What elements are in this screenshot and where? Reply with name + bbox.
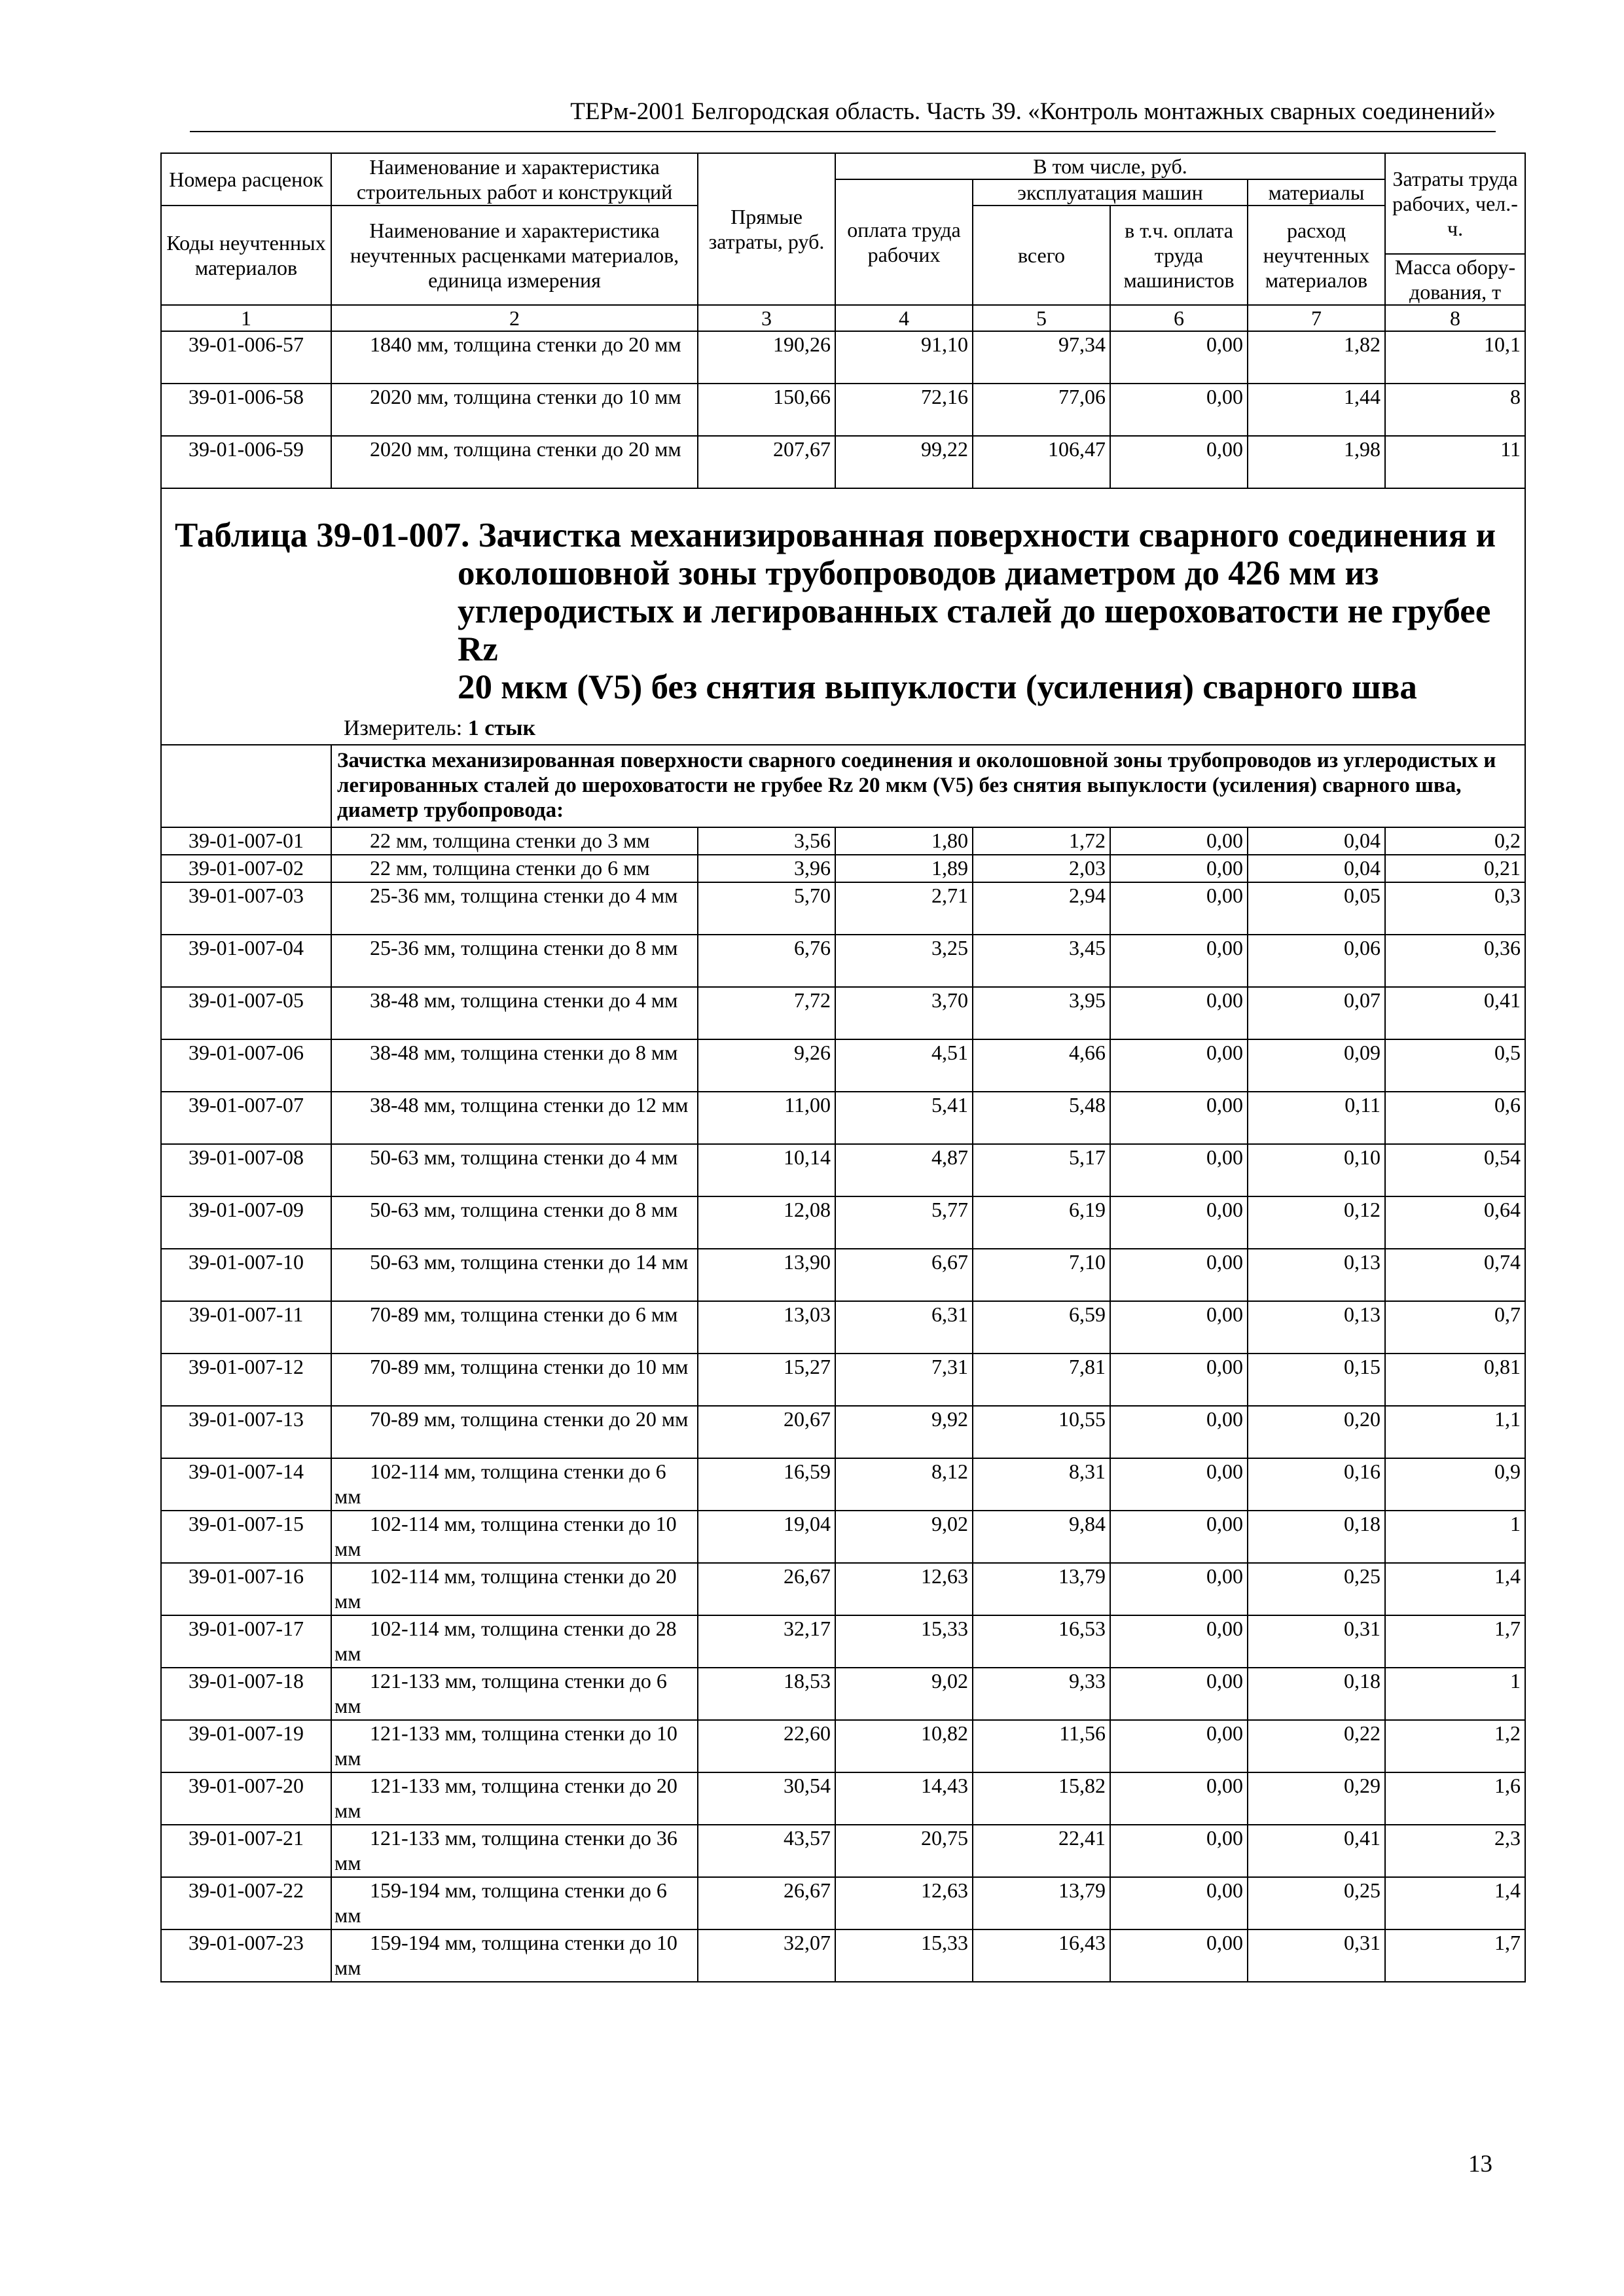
rate-code: 39-01-007-04: [161, 935, 331, 987]
rate-code: 39-01-007-07: [161, 1092, 331, 1144]
rate-name: 102-114 мм, толщина стенки до 6 мм: [331, 1458, 698, 1511]
machinist-pay-value: 0,00: [1110, 1825, 1248, 1877]
table-row: [161, 1196, 1525, 1249]
header-rate-numbers: Номера расценок: [161, 153, 331, 206]
table-row: [161, 1511, 1525, 1563]
machinist-pay-value: 0,00: [1110, 1877, 1248, 1929]
direct-costs-value: 13,90: [698, 1249, 835, 1301]
machine-total-value: 6,19: [973, 1196, 1110, 1249]
header-including: В том числе, руб.: [835, 153, 1385, 179]
labor-pay-value: 8,12: [835, 1458, 973, 1511]
machinist-pay-value: 0,00: [1110, 855, 1248, 882]
rate-name: 102-114 мм, толщина стенки до 20 мм: [331, 1563, 698, 1615]
table-row: [161, 1354, 1525, 1406]
rate-code: 39-01-007-15: [161, 1511, 331, 1563]
rate-code: 39-01-007-19: [161, 1720, 331, 1772]
meter-line: [162, 706, 1525, 744]
machinist-pay-value: 0,00: [1110, 1929, 1248, 1982]
labor-pay-value: 4,51: [835, 1039, 973, 1092]
equipment-mass-value: 1: [1385, 1511, 1525, 1563]
header-machine-operation: эксплуатация машин: [973, 179, 1248, 206]
labor-pay-value: 15,33: [835, 1929, 973, 1982]
equipment-mass-value: 0,81: [1385, 1354, 1525, 1406]
labor-costs-value: 0,16: [1248, 1458, 1385, 1511]
table-title-block: [161, 488, 1525, 745]
labor-costs-value: 0,41: [1248, 1825, 1385, 1877]
machine-total-value: 106,47: [973, 436, 1110, 488]
rate-name: 70-89 мм, толщина стенки до 6 мм: [331, 1301, 698, 1354]
table-row: [161, 1039, 1525, 1092]
rate-code: 39-01-007-11: [161, 1301, 331, 1354]
direct-costs-value: 3,56: [698, 827, 835, 855]
labor-costs-value: 0,31: [1248, 1615, 1385, 1668]
table-row: [161, 987, 1525, 1039]
section-title-row: [161, 745, 1525, 827]
table-row: [161, 882, 1525, 935]
running-header: ТЕРм-2001 Белгородская область. Часть 39. «Контроль монтажных сварных соединений»: [190, 96, 1496, 132]
rate-code: 39-01-007-05: [161, 987, 331, 1039]
column-number: 5: [973, 305, 1110, 331]
table-row: [161, 1929, 1525, 1982]
labor-costs-value: 0,12: [1248, 1196, 1385, 1249]
rate-name: 121-133 мм, толщина стенки до 6 мм: [331, 1668, 698, 1720]
labor-costs-value: 0,10: [1248, 1144, 1385, 1196]
header-material-name: Наименование и характеристика неучтенных расценками материалов, единица измерения: [331, 206, 698, 305]
equipment-mass-value: 0,64: [1385, 1196, 1525, 1249]
table-row: [161, 1144, 1525, 1196]
table-row: [161, 855, 1525, 882]
labor-pay-value: 72,16: [835, 384, 973, 436]
machinist-pay-value: 0,00: [1110, 1563, 1248, 1615]
direct-costs-value: 12,08: [698, 1196, 835, 1249]
machinist-pay-value: 0,00: [1110, 1144, 1248, 1196]
equipment-mass-value: 1,7: [1385, 1615, 1525, 1668]
table-row: [161, 935, 1525, 987]
machinist-pay-value: 0,00: [1110, 1249, 1248, 1301]
header-materials: материалы: [1248, 179, 1385, 206]
labor-pay-value: 1,80: [835, 827, 973, 855]
direct-costs-value: 22,60: [698, 1720, 835, 1772]
rate-code: 39-01-006-58: [161, 384, 331, 436]
table-title-line: 20 мкм (V5) без снятия выпуклости (усиления) сварного шва: [458, 668, 1417, 706]
labor-pay-value: 3,25: [835, 935, 973, 987]
machine-total-value: 8,31: [973, 1458, 1110, 1511]
machine-total-value: 13,79: [973, 1877, 1110, 1929]
labor-costs-value: 0,25: [1248, 1563, 1385, 1615]
equipment-mass-value: 10,1: [1385, 331, 1525, 384]
machine-total-value: 16,43: [973, 1929, 1110, 1982]
table-row: [161, 1720, 1525, 1772]
direct-costs-value: 26,67: [698, 1877, 835, 1929]
header-total: всего: [973, 206, 1110, 305]
rate-name: 121-133 мм, толщина стенки до 20 мм: [331, 1772, 698, 1825]
rate-code: 39-01-007-17: [161, 1615, 331, 1668]
rate-name: 2020 мм, толщина стенки до 20 мм: [331, 436, 698, 488]
meter-label: Измеритель:: [344, 716, 463, 740]
column-number: 2: [331, 305, 698, 331]
rate-name: 50-63 мм, толщина стенки до 4 мм: [331, 1144, 698, 1196]
direct-costs-value: 9,26: [698, 1039, 835, 1092]
equipment-mass-value: 0,74: [1385, 1249, 1525, 1301]
meter-value: 1 стык: [467, 716, 536, 740]
direct-costs-value: 19,04: [698, 1511, 835, 1563]
machine-total-value: 16,53: [973, 1615, 1110, 1668]
direct-costs-value: 6,76: [698, 935, 835, 987]
header-material-codes: Коды неучтенных материалов: [161, 206, 331, 305]
rate-code: 39-01-007-03: [161, 882, 331, 935]
direct-costs-value: 7,72: [698, 987, 835, 1039]
header-unaccounted-materials: расход неучтенных материалов: [1248, 206, 1385, 305]
direct-costs-value: 15,27: [698, 1354, 835, 1406]
machine-total-value: 2,03: [973, 855, 1110, 882]
equipment-mass-value: 1,2: [1385, 1720, 1525, 1772]
rate-code: 39-01-007-12: [161, 1354, 331, 1406]
machine-total-value: 11,56: [973, 1720, 1110, 1772]
machinist-pay-value: 0,00: [1110, 1720, 1248, 1772]
machinist-pay-value: 0,00: [1110, 1668, 1248, 1720]
machinist-pay-value: 0,00: [1110, 384, 1248, 436]
machinist-pay-value: 0,00: [1110, 1301, 1248, 1354]
equipment-mass-value: 0,5: [1385, 1039, 1525, 1092]
rate-code: 39-01-007-10: [161, 1249, 331, 1301]
labor-costs-value: 0,06: [1248, 935, 1385, 987]
rate-code: 39-01-007-09: [161, 1196, 331, 1249]
machine-total-value: 13,79: [973, 1563, 1110, 1615]
column-number: 3: [698, 305, 835, 331]
rate-code: 39-01-007-08: [161, 1144, 331, 1196]
labor-costs-value: 0,22: [1248, 1720, 1385, 1772]
labor-costs-value: 0,20: [1248, 1406, 1385, 1458]
equipment-mass-value: 0,6: [1385, 1092, 1525, 1144]
equipment-mass-value: 0,54: [1385, 1144, 1525, 1196]
rate-code: 39-01-007-21: [161, 1825, 331, 1877]
labor-costs-value: 0,04: [1248, 827, 1385, 855]
rate-code: 39-01-007-14: [161, 1458, 331, 1511]
labor-pay-value: 5,77: [835, 1196, 973, 1249]
equipment-mass-value: 8: [1385, 384, 1525, 436]
labor-costs-value: 0,04: [1248, 855, 1385, 882]
table-row: [161, 1406, 1525, 1458]
rate-name: 159-194 мм, толщина стенки до 10 мм: [331, 1929, 698, 1982]
rate-code: 39-01-007-01: [161, 827, 331, 855]
machinist-pay-value: 0,00: [1110, 1354, 1248, 1406]
equipment-mass-value: 1: [1385, 1668, 1525, 1720]
labor-costs-value: 0,13: [1248, 1301, 1385, 1354]
machinist-pay-value: 0,00: [1110, 882, 1248, 935]
rate-name: 38-48 мм, толщина стенки до 8 мм: [331, 1039, 698, 1092]
rate-name: 70-89 мм, толщина стенки до 20 мм: [331, 1406, 698, 1458]
rate-name: 50-63 мм, толщина стенки до 14 мм: [331, 1249, 698, 1301]
direct-costs-value: 5,70: [698, 882, 835, 935]
rate-name: 70-89 мм, толщина стенки до 10 мм: [331, 1354, 698, 1406]
rate-name: 25-36 мм, толщина стенки до 8 мм: [331, 935, 698, 987]
labor-costs-value: 0,18: [1248, 1668, 1385, 1720]
direct-costs-value: 190,26: [698, 331, 835, 384]
column-number: 1: [161, 305, 331, 331]
machine-total-value: 5,48: [973, 1092, 1110, 1144]
section-title: Зачистка механизированная поверхности сварного соединения и околошовной зоны трубопроводов из углеродистых и легированных сталей до шероховатости не грубее Rz 20 мкм (V5) без снятия выпуклости (усиления) сварного шва, диаметр трубопровода:: [331, 745, 1525, 827]
equipment-mass-value: 0,7: [1385, 1301, 1525, 1354]
labor-costs-value: 0,07: [1248, 987, 1385, 1039]
machine-total-value: 7,10: [973, 1249, 1110, 1301]
machinist-pay-value: 0,00: [1110, 987, 1248, 1039]
direct-costs-value: 3,96: [698, 855, 835, 882]
machinist-pay-value: 0,00: [1110, 827, 1248, 855]
direct-costs-value: 13,03: [698, 1301, 835, 1354]
labor-pay-value: 6,67: [835, 1249, 973, 1301]
direct-costs-value: 26,67: [698, 1563, 835, 1615]
machinist-pay-value: 0,00: [1110, 1039, 1248, 1092]
labor-pay-value: 3,70: [835, 987, 973, 1039]
equipment-mass-value: 0,36: [1385, 935, 1525, 987]
labor-pay-value: 12,63: [835, 1877, 973, 1929]
machinist-pay-value: 0,00: [1110, 1772, 1248, 1825]
labor-pay-value: 91,10: [835, 331, 973, 384]
labor-pay-value: 9,02: [835, 1668, 973, 1720]
rate-name: 102-114 мм, толщина стенки до 10 мм: [331, 1511, 698, 1563]
direct-costs-value: 207,67: [698, 436, 835, 488]
direct-costs-value: 16,59: [698, 1458, 835, 1511]
rate-name: 38-48 мм, толщина стенки до 4 мм: [331, 987, 698, 1039]
direct-costs-value: 150,66: [698, 384, 835, 436]
labor-costs-value: 0,25: [1248, 1877, 1385, 1929]
labor-costs-value: 1,44: [1248, 384, 1385, 436]
table-title-line: Таблица 39-01-007. Зачистка механизированная поверхности сварного соединения и: [175, 516, 1496, 554]
header-labor-costs: Затраты труда рабочих, чел.-ч.: [1385, 153, 1525, 254]
equipment-mass-value: 0,2: [1385, 827, 1525, 855]
rates-table: [160, 152, 1526, 1982]
rate-code: 39-01-006-59: [161, 436, 331, 488]
machine-total-value: 7,81: [973, 1354, 1110, 1406]
column-numbers-row: [161, 305, 1525, 331]
rate-name: 22 мм, толщина стенки до 6 мм: [331, 855, 698, 882]
machinist-pay-value: 0,00: [1110, 331, 1248, 384]
labor-costs-value: 0,13: [1248, 1249, 1385, 1301]
table-row: [161, 1301, 1525, 1354]
labor-costs-value: 0,29: [1248, 1772, 1385, 1825]
table-title-row: [161, 488, 1525, 745]
labor-costs-value: 0,09: [1248, 1039, 1385, 1092]
rate-code: 39-01-006-57: [161, 331, 331, 384]
machine-total-value: 97,34: [973, 331, 1110, 384]
table-row: [161, 436, 1525, 488]
labor-costs-value: 0,15: [1248, 1354, 1385, 1406]
rate-name: 1840 мм, толщина стенки до 20 мм: [331, 331, 698, 384]
equipment-mass-value: 1,4: [1385, 1877, 1525, 1929]
rate-code: 39-01-007-02: [161, 855, 331, 882]
labor-pay-value: 9,02: [835, 1511, 973, 1563]
labor-pay-value: 9,92: [835, 1406, 973, 1458]
machine-total-value: 5,17: [973, 1144, 1110, 1196]
rate-code: 39-01-007-06: [161, 1039, 331, 1092]
column-number: 6: [1110, 305, 1248, 331]
labor-costs-value: 0,31: [1248, 1929, 1385, 1982]
header-labor-pay: оплата труда рабочих: [835, 179, 973, 305]
equipment-mass-value: 1,4: [1385, 1563, 1525, 1615]
equipment-mass-value: 11: [1385, 436, 1525, 488]
direct-costs-value: 10,14: [698, 1144, 835, 1196]
rate-name: 50-63 мм, толщина стенки до 8 мм: [331, 1196, 698, 1249]
machine-total-value: 6,59: [973, 1301, 1110, 1354]
rate-code: 39-01-007-22: [161, 1877, 331, 1929]
header-work-name: Наименование и характеристика строительных работ и конструкций: [331, 153, 698, 206]
direct-costs-value: 11,00: [698, 1092, 835, 1144]
table-row: [161, 1092, 1525, 1144]
labor-pay-value: 5,41: [835, 1092, 973, 1144]
rate-name: 2020 мм, толщина стенки до 10 мм: [331, 384, 698, 436]
labor-pay-value: 12,63: [835, 1563, 973, 1615]
table-row: [161, 384, 1525, 436]
direct-costs-value: 20,67: [698, 1406, 835, 1458]
equipment-mass-value: 0,41: [1385, 987, 1525, 1039]
equipment-mass-value: 0,9: [1385, 1458, 1525, 1511]
rate-name: 25-36 мм, толщина стенки до 4 мм: [331, 882, 698, 935]
direct-costs-value: 30,54: [698, 1772, 835, 1825]
rate-code: 39-01-007-23: [161, 1929, 331, 1982]
equipment-mass-value: 1,6: [1385, 1772, 1525, 1825]
header-equipment-mass: Масса обору-дования, т: [1385, 254, 1525, 305]
labor-pay-value: 15,33: [835, 1615, 973, 1668]
machinist-pay-value: 0,00: [1110, 1615, 1248, 1668]
direct-costs-value: 32,07: [698, 1929, 835, 1982]
machine-total-value: 3,45: [973, 935, 1110, 987]
rate-name: 121-133 мм, толщина стенки до 10 мм: [331, 1720, 698, 1772]
table-row: [161, 1825, 1525, 1877]
table-row: [161, 1458, 1525, 1511]
table-row: [161, 1249, 1525, 1301]
column-number: 8: [1385, 305, 1525, 331]
rate-name: 159-194 мм, толщина стенки до 6 мм: [331, 1877, 698, 1929]
header-direct-costs: Прямые затраты, руб.: [698, 153, 835, 305]
table-row: [161, 1772, 1525, 1825]
machine-total-value: 3,95: [973, 987, 1110, 1039]
machinist-pay-value: 0,00: [1110, 1092, 1248, 1144]
machine-total-value: 15,82: [973, 1772, 1110, 1825]
labor-costs-value: 1,82: [1248, 331, 1385, 384]
section-code-cell: [161, 745, 331, 827]
labor-pay-value: 10,82: [835, 1720, 973, 1772]
equipment-mass-value: 0,21: [1385, 855, 1525, 882]
labor-pay-value: 14,43: [835, 1772, 973, 1825]
rate-name: 121-133 мм, толщина стенки до 36 мм: [331, 1825, 698, 1877]
machine-total-value: 9,84: [973, 1511, 1110, 1563]
rate-code: 39-01-007-18: [161, 1668, 331, 1720]
rate-name: 102-114 мм, толщина стенки до 28 мм: [331, 1615, 698, 1668]
table-row: [161, 331, 1525, 384]
equipment-mass-value: 1,1: [1385, 1406, 1525, 1458]
table-row: [161, 1563, 1525, 1615]
machine-total-value: 4,66: [973, 1039, 1110, 1092]
machinist-pay-value: 0,00: [1110, 1458, 1248, 1511]
machine-total-value: 9,33: [973, 1668, 1110, 1720]
rate-code: 39-01-007-13: [161, 1406, 331, 1458]
table-row: [161, 1877, 1525, 1929]
rate-name: 22 мм, толщина стенки до 3 мм: [331, 827, 698, 855]
machine-total-value: 2,94: [973, 882, 1110, 935]
labor-costs-value: 0,05: [1248, 882, 1385, 935]
machinist-pay-value: 0,00: [1110, 1406, 1248, 1458]
rate-name: 38-48 мм, толщина стенки до 12 мм: [331, 1092, 698, 1144]
labor-pay-value: 7,31: [835, 1354, 973, 1406]
direct-costs-value: 43,57: [698, 1825, 835, 1877]
labor-pay-value: 1,89: [835, 855, 973, 882]
direct-costs-value: 32,17: [698, 1615, 835, 1668]
direct-costs-value: 18,53: [698, 1668, 835, 1720]
labor-pay-value: 4,87: [835, 1144, 973, 1196]
machine-total-value: 77,06: [973, 384, 1110, 436]
labor-pay-value: 2,71: [835, 882, 973, 935]
labor-costs-value: 0,11: [1248, 1092, 1385, 1144]
column-number: 4: [835, 305, 973, 331]
table-row: [161, 827, 1525, 855]
machine-total-value: 10,55: [973, 1406, 1110, 1458]
labor-costs-value: 1,98: [1248, 436, 1385, 488]
machinist-pay-value: 0,00: [1110, 1196, 1248, 1249]
rate-code: 39-01-007-16: [161, 1563, 331, 1615]
machinist-pay-value: 0,00: [1110, 935, 1248, 987]
labor-costs-value: 0,18: [1248, 1511, 1385, 1563]
labor-pay-value: 99,22: [835, 436, 973, 488]
page-number: 13: [1468, 2151, 1492, 2178]
equipment-mass-value: 0,3: [1385, 882, 1525, 935]
machinist-pay-value: 0,00: [1110, 1511, 1248, 1563]
table-title-line: углеродистых и легированных сталей до шероховатости не грубее Rz: [458, 592, 1491, 668]
labor-pay-value: 20,75: [835, 1825, 973, 1877]
labor-pay-value: 6,31: [835, 1301, 973, 1354]
table-title-line: околошовной зоны трубопроводов диаметром до 426 мм из: [458, 554, 1379, 592]
equipment-mass-value: 1,7: [1385, 1929, 1525, 1982]
table-row: [161, 1668, 1525, 1720]
header-machinist-pay: в т.ч. оплата труда машинистов: [1110, 206, 1248, 305]
table-row: [161, 1615, 1525, 1668]
machinist-pay-value: 0,00: [1110, 436, 1248, 488]
column-number: 7: [1248, 305, 1385, 331]
machine-total-value: 22,41: [973, 1825, 1110, 1877]
rate-code: 39-01-007-20: [161, 1772, 331, 1825]
machine-total-value: 1,72: [973, 827, 1110, 855]
equipment-mass-value: 2,3: [1385, 1825, 1525, 1877]
